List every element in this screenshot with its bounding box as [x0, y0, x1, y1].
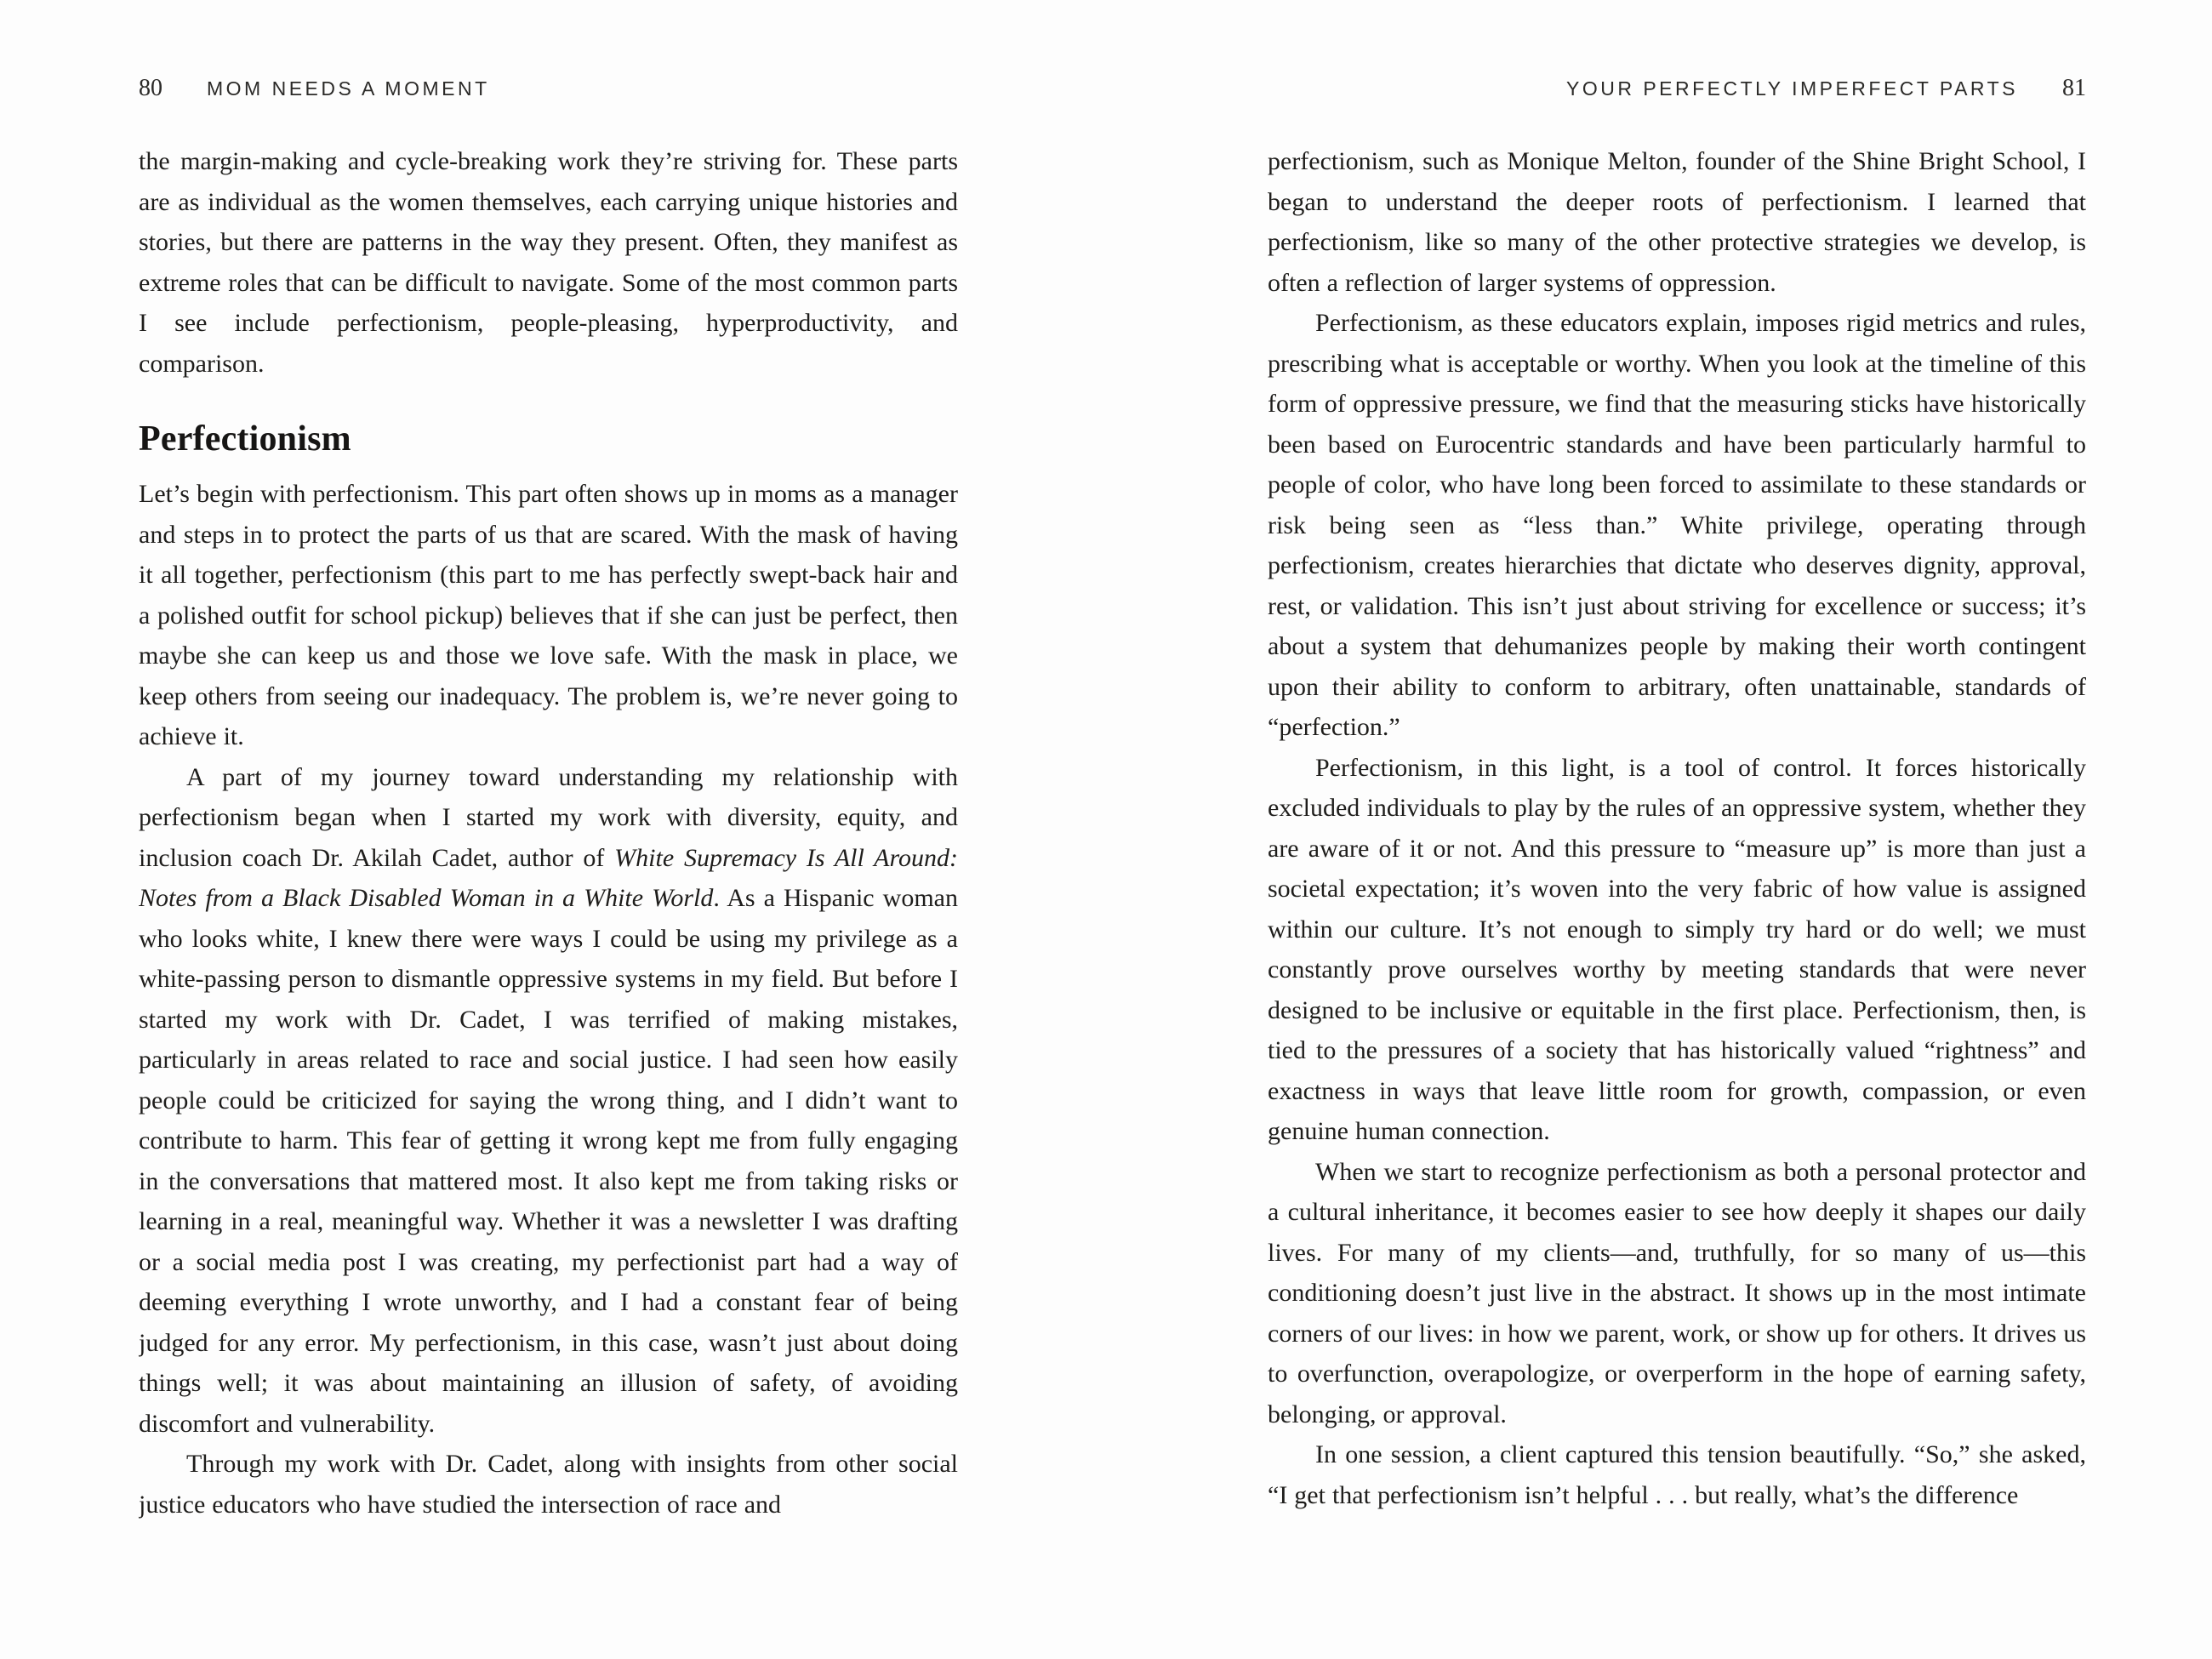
right-page	[1268, 0, 2086, 1659]
text-run: Let’s begin with perfectionism. This part often shows up in moms as a manager and steps in to protect the parts of us that are scared. With the mask of having it all together, perfectionism (this part to me has perfectly swept-back hair and a polished outfit for school pickup) believes that if she can just be perfect, then maybe she can keep us and those we love safe. With the mask in place, we keep others from seeing our inadequacy. The problem is, we’re never going to achieve it.	[139, 480, 958, 750]
paragraph	[139, 757, 958, 1445]
text-run: A part of my journey toward understanding my relationship with perfectionism began when I started my work with diversity, equity, and inclusion coach Dr. Akilah Cadet, author of	[139, 762, 958, 872]
paragraph	[139, 1444, 958, 1525]
text-run: In one session, a client captured this tension beautifully. “So,” she asked, “I get that perfectionism isn’t helpful . . . but really, what’s the difference	[1268, 1440, 2086, 1509]
running-header-right: YOUR PERFECTLY IMPERFECT PARTS	[1565, 77, 2018, 100]
running-header-left: MOM NEEDS A MOMENT	[207, 77, 490, 100]
text-run: When we start to recognize perfectionism as both a personal protector and a cultural inheritance, it becomes easier to see how deeply it shapes our daily lives. For many of my clients—and, truthfully, for so many of us—this conditioning doesn’t just live in the abstract. It shows up in the most intimate corners of our lives: in how we parent, work, or show up for others. It drives us to overfunction, overapologize, or overperform in the hope of earning safety, belonging, or approval.	[1268, 1157, 2086, 1428]
page-number-left: 80	[139, 75, 162, 101]
paragraph	[1268, 748, 2086, 1152]
left-page-header	[139, 75, 958, 102]
right-page-header	[1268, 75, 2086, 102]
section-heading: Perfectionism	[139, 419, 351, 459]
paragraph	[139, 141, 958, 384]
text-run: Perfectionism, as these educators explain, imposes rigid metrics and rules, prescribing what is acceptable or worthy. When you look at the timeline of this form of oppressive pressure, we find that the measuring sticks have historically been based on Eurocentric standards and have been particularly harmful to people of color, who have long been forced to assimilate to these standards or risk being seen as “less than.” White privilege, operating through perfectionism, creates hierarchies that dictate who deserves dignity, approval, rest, or validation. This isn’t just about striving for excellence or success; it’s about a system that dehumanizes people by making their worth contingent upon their ability to conform to arbitrary, often unattainable, standards of “perfection.”	[1268, 309, 2086, 741]
paragraph	[1268, 141, 2086, 303]
text-run: Through my work with Dr. Cadet, along with insights from other social justice educators who have studied the intersection of race and	[139, 1450, 958, 1519]
paragraph	[1268, 303, 2086, 748]
book-title-italic: White Supremacy Is All Around: Notes from a Black Disabled Woman in a White World	[139, 843, 958, 912]
left-page	[139, 0, 958, 1659]
paragraph	[139, 474, 958, 757]
right-page-body	[1268, 141, 2086, 1659]
text-run: Perfectionism, in this light, is a tool of control. It forces historically excluded individuals to play by the rules of an oppressive system, whether they are aware of it or not. And this pressure to “measure up” is more than just a societal expectation; it’s woven into the very fabric of how value is assigned within our culture. It’s not enough to simply try hard or do well; we must constantly prove ourselves worthy by meeting standards that were never designed to be inclusive or equitable in the first place. Perfectionism, then, is tied to the pressures of a society that has historically valued “rightness” and exactness in ways that leave little room for growth, compassion, or even genuine human connection.	[1268, 753, 2086, 1145]
text-run: . As a Hispanic woman who looks white, I knew there were ways I could be using my privilege as a white-passing person to dismantle oppressive systems in my field. But before I started my work with Dr. Cadet, I was terrified of making mistakes, particularly in areas related to race and social justice. I had seen how easily people could be criticized for saying the wrong thing, and I didn’t want to contribute to harm. This fear of getting it wrong kept me from fully engaging in the conversations that mattered most. It also kept me from taking risks or learning in a real, meaningful way. Whether it was a newsletter I was drafting or a social media post I was creating, my perfectionist part had a way of deeming everything I wrote unworthy, and I had a constant fear of being judged for any error. My perfectionism, in this case, wasn’t just about doing things well; it was about maintaining an illusion of safety, of avoiding discomfort and vulnerability.	[139, 884, 958, 1438]
paragraph	[1268, 1152, 2086, 1435]
left-page-body	[139, 141, 958, 1659]
text-run: the margin-making and cycle-breaking work they’re striving for. These parts are as individual as the women themselves, each carrying unique histories and stories, but there are patterns in the way they present. Often, they manifest as extreme roles that can be difficult to navigate. Some of the most common parts I see include perfectionism, people-pleasing, hyperproductivity, and comparison.	[139, 147, 958, 378]
page-number-right: 81	[2062, 75, 2086, 101]
text-run: perfectionism, such as Monique Melton, founder of the Shine Bright School, I began to understand the deeper roots of perfectionism. I learned that perfectionism, like so many of the other protective strategies we develop, is often a reflection of larger systems of oppression.	[1268, 147, 2086, 297]
paragraph	[1268, 1434, 2086, 1515]
